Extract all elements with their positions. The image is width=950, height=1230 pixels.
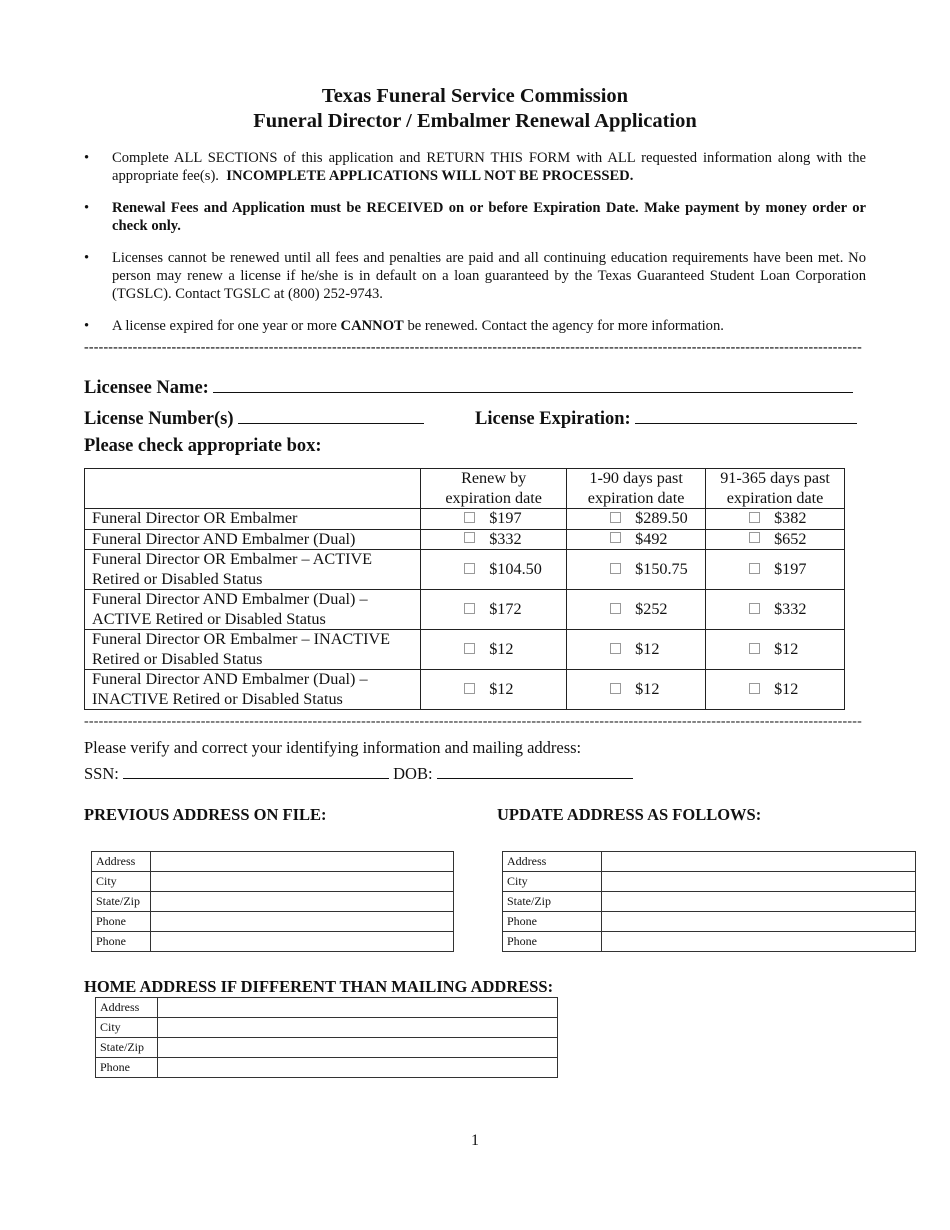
- table-row: City: [92, 872, 454, 892]
- phone-input[interactable]: [602, 912, 916, 932]
- table-row: [85, 550, 845, 590]
- checkbox[interactable]: [464, 563, 475, 574]
- address-input[interactable]: [158, 998, 558, 1018]
- instruction-item: • Licenses cannot be renewed until all fees and penalties are paid and all continuing education requirements have been met. No person may renew a license if he/she is in default on a loan guaranteed by the Texas Guaranteed Student Loan Corporation (TGSLC). Contact TGSLC at (800) 252-9743.: [84, 250, 866, 302]
- bullet-icon: •: [84, 318, 90, 334]
- instruction-item: • Complete ALL SECTIONS of this application and RETURN THIS FORM with ALL requested information along with the appropriate fee(s). INCOMPLETE APPLICATIONS WILL NOT BE PROCESSED.: [84, 150, 866, 184]
- checkbox[interactable]: [610, 512, 621, 523]
- fee-amount: $12: [635, 679, 660, 698]
- fee-amount: $12: [774, 679, 799, 698]
- licensee-name-field[interactable]: [213, 374, 853, 393]
- state-zip-input[interactable]: [602, 892, 916, 912]
- table-row: City: [503, 872, 916, 892]
- bullet-icon: •: [84, 200, 90, 216]
- fee-amount: $12: [489, 639, 514, 658]
- table-row: Phone: [92, 912, 454, 932]
- fee-amount: $289.50: [635, 509, 688, 527]
- table-row: [85, 590, 845, 630]
- form-agency-title: Texas Funeral Service Commission: [321, 85, 629, 107]
- table-row: Address: [96, 998, 558, 1018]
- checkbox[interactable]: [749, 512, 760, 523]
- checkbox[interactable]: [610, 643, 621, 654]
- fee-amount: $492: [635, 529, 668, 548]
- table-row: Phone: [96, 1058, 558, 1078]
- checkbox[interactable]: [749, 532, 760, 543]
- ssn-dob-row: SSN: DOB:: [84, 762, 633, 784]
- fee-amount: $12: [489, 679, 514, 698]
- form-title: Funeral Director / Embalmer Renewal Application: [253, 110, 697, 132]
- page-number: 1: [471, 1132, 479, 1149]
- update-address-heading: UPDATE ADDRESS AS FOLLOWS:: [497, 805, 762, 824]
- fee-amount: $172: [489, 599, 522, 618]
- license-type-cell: Funeral Director AND Embalmer (Dual) – INACTIVE Retired or Disabled Status: [85, 670, 421, 710]
- table-row: [85, 529, 845, 550]
- table-row: [85, 630, 845, 670]
- city-input[interactable]: [602, 872, 916, 892]
- fee-table-corner-cell: [85, 469, 421, 509]
- table-row: Address: [92, 852, 454, 872]
- table-row: City: [96, 1018, 558, 1038]
- table-row: State/Zip: [503, 892, 916, 912]
- table-row: [85, 670, 845, 710]
- bullet-icon: •: [84, 150, 90, 166]
- license-number-field[interactable]: [238, 405, 424, 424]
- checkbox[interactable]: [464, 643, 475, 654]
- licensee-name-row: Licensee Name:: [84, 374, 853, 399]
- bullet-icon: •: [84, 250, 90, 266]
- previous-address-heading: PREVIOUS ADDRESS ON FILE:: [84, 805, 327, 824]
- checkbox[interactable]: [464, 603, 475, 614]
- column-header: 1-90 days past expiration date: [567, 469, 706, 509]
- license-expiration-field[interactable]: [635, 405, 857, 424]
- license-expiration-row: License Expiration:: [475, 405, 857, 430]
- table-row: Phone: [503, 932, 916, 952]
- fee-amount: $104.50: [489, 559, 542, 578]
- dob-field[interactable]: [437, 762, 633, 779]
- address-input[interactable]: [602, 852, 916, 872]
- checkbox[interactable]: [749, 683, 760, 694]
- checkbox[interactable]: [610, 603, 621, 614]
- checkbox[interactable]: [464, 532, 475, 543]
- city-input[interactable]: [151, 872, 454, 892]
- ssn-field[interactable]: [123, 762, 389, 779]
- checkbox[interactable]: [749, 603, 760, 614]
- phone-input[interactable]: [158, 1058, 558, 1078]
- instruction-item: • A license expired for one year or more CANNOT be renewed. Contact the agency for more information.: [84, 318, 724, 334]
- phone-input[interactable]: [151, 912, 454, 932]
- phone-input[interactable]: [151, 932, 454, 952]
- fee-amount: $382: [774, 509, 807, 527]
- checkbox[interactable]: [464, 683, 475, 694]
- verify-instruction: Please verify and correct your identifying information and mailing address:: [84, 738, 582, 757]
- checkbox[interactable]: [749, 563, 760, 574]
- instruction-item: • Renewal Fees and Application must be RECEIVED on or before Expiration Date. Make payment by money order or check only.: [84, 200, 866, 234]
- fee-amount: $12: [774, 639, 799, 658]
- checkbox[interactable]: [749, 643, 760, 654]
- home-address-table: [95, 997, 558, 1078]
- checkbox[interactable]: [464, 512, 475, 523]
- table-row: State/Zip: [96, 1038, 558, 1058]
- update-address-table: [502, 851, 916, 952]
- instructions-list: [84, 149, 866, 349]
- license-type-cell: Funeral Director AND Embalmer (Dual) – ACTIVE Retired or Disabled Status: [85, 590, 421, 630]
- section-divider: ----------------------------------------------------------------------------------------------------------------------------------------------------------------: [84, 715, 862, 729]
- checkbox[interactable]: [610, 563, 621, 574]
- fee-amount: $197: [489, 509, 522, 527]
- fee-amount: $197: [774, 559, 807, 578]
- table-row: Address: [503, 852, 916, 872]
- fee-amount: $332: [489, 529, 522, 548]
- renewal-fee-table: [84, 468, 845, 710]
- fee-amount: $12: [635, 639, 660, 658]
- fee-amount: $252: [635, 599, 668, 618]
- license-type-cell: Funeral Director OR Embalmer – INACTIVE Retired or Disabled Status: [85, 630, 421, 670]
- city-input[interactable]: [158, 1018, 558, 1038]
- column-header: 91-365 days past expiration date: [706, 469, 845, 509]
- license-type-cell: Funeral Director OR Embalmer: [85, 509, 421, 530]
- address-input[interactable]: [151, 852, 454, 872]
- table-row: State/Zip: [92, 892, 454, 912]
- license-number-row: License Number(s): [84, 405, 424, 430]
- checkbox[interactable]: [610, 532, 621, 543]
- fee-amount: $652: [774, 529, 807, 548]
- fee-amount: $150.75: [635, 559, 688, 578]
- column-header: Renew by expiration date: [421, 469, 567, 509]
- checkbox[interactable]: [610, 683, 621, 694]
- phone-input[interactable]: [602, 932, 916, 952]
- fee-amount: $332: [774, 599, 807, 618]
- license-type-cell: Funeral Director OR Embalmer – ACTIVE Retired or Disabled Status: [85, 550, 421, 590]
- table-row: [85, 509, 845, 530]
- check-box-prompt: Please check appropriate box:: [84, 436, 322, 456]
- table-row: Phone: [503, 912, 916, 932]
- state-zip-input[interactable]: [151, 892, 454, 912]
- fee-table-header-row: [85, 469, 845, 509]
- home-address-heading: HOME ADDRESS IF DIFFERENT THAN MAILING ADDRESS:: [84, 977, 554, 996]
- previous-address-table: [91, 851, 454, 952]
- table-row: Phone: [92, 932, 454, 952]
- section-divider: ----------------------------------------------------------------------------------------------------------------------------------------------------------------: [84, 341, 862, 355]
- state-zip-input[interactable]: [158, 1038, 558, 1058]
- license-type-cell: Funeral Director AND Embalmer (Dual): [85, 529, 421, 550]
